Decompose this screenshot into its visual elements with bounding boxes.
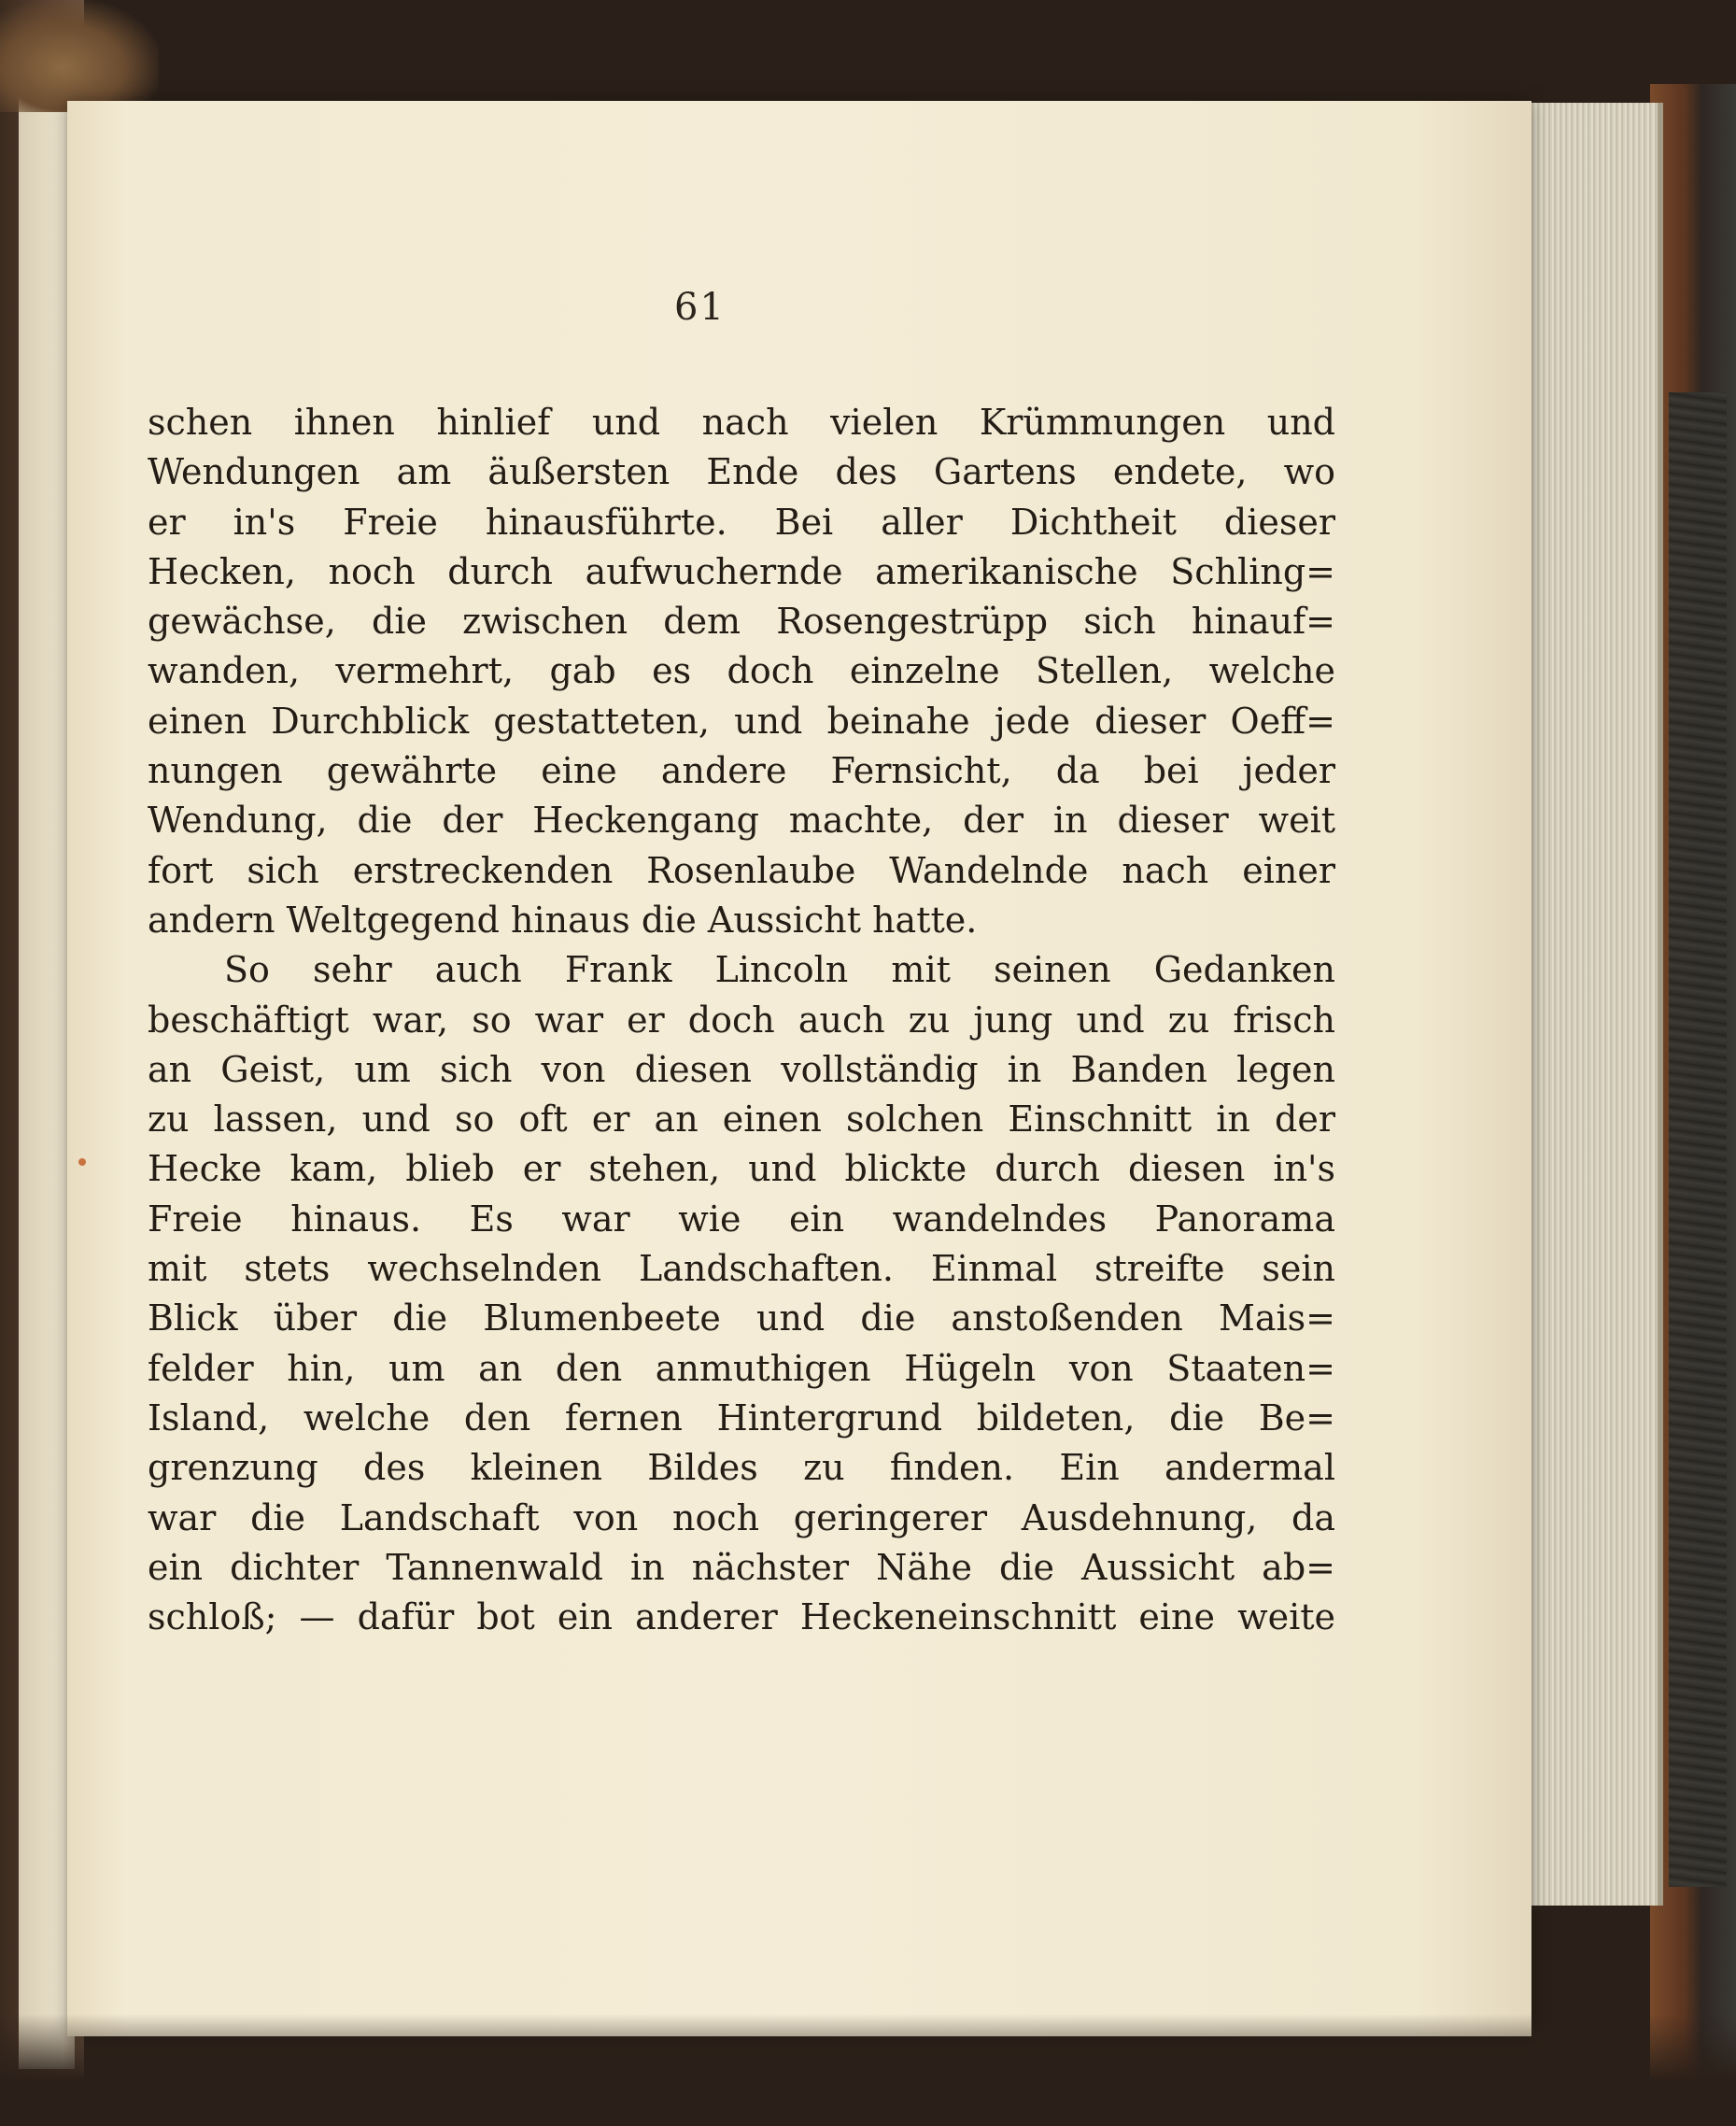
text-line: fort sich erstreckenden Rosenlaube Wandelnde nach einer	[148, 849, 1335, 891]
text-line: grenzung des kleinen Bildes zu finden. Ein andermal	[148, 1447, 1335, 1489]
paper-speck	[78, 1158, 86, 1166]
page-edges-stack	[1517, 103, 1663, 1906]
text-line: wanden, vermehrt, gab es doch einzelne Stellen, welche	[148, 650, 1335, 692]
text-line: Freie hinaus. Es war wie ein wandelndes Panorama	[148, 1198, 1335, 1240]
text-line: Wendung, die der Heckengang machte, der in dieser weit	[148, 800, 1335, 842]
text-line: beschäftigt war, so war er doch auch zu jung und zu frisch	[148, 999, 1335, 1041]
book-page	[67, 101, 1531, 2036]
text-line: felder hin, um an den anmuthigen Hügeln von Staaten=	[148, 1347, 1335, 1389]
text-line: er in's Freie hinausführte. Bei aller Dichtheit dieser	[148, 501, 1335, 543]
text-line: schloß; — dafür bot ein anderer Heckeneinschnitt eine weite	[148, 1596, 1335, 1638]
text-line: mit stets wechselnden Landschaften. Einmal streifte sein	[148, 1248, 1335, 1290]
text-line: ein dichter Tannenwald in nächster Nähe die Aussicht ab=	[148, 1546, 1335, 1588]
text-line: Blick über die Blumenbeete und die anstoßenden Mais=	[148, 1297, 1335, 1339]
text-line: Wendungen am äußersten Ende des Gartens endete, wo	[148, 451, 1335, 493]
text-line: an Geist, um sich von diesen vollständig in Banden legen	[148, 1048, 1335, 1090]
text-line: Hecken, noch durch aufwuchernde amerikanische Schling=	[148, 550, 1335, 592]
paragraph-end-line: andern Weltgegend hinaus die Aussicht hatte.	[148, 899, 978, 941]
facing-page-sliver	[19, 89, 75, 2069]
text-line: war die Landschaft von noch geringerer Ausdehnung, da	[148, 1496, 1335, 1538]
text-line: Island, welche den fernen Hintergrund bildeten, die Be=	[148, 1396, 1335, 1439]
text-line: nungen gewährte eine andere Fernsicht, da bei jeder	[148, 750, 1335, 792]
text-line: schen ihnen hinlief und nach vielen Krümmungen und	[148, 402, 1335, 443]
text-line: zu lassen, und so oft er an einen solchen Einschnitt in der	[148, 1098, 1335, 1141]
book-bottom-shadow	[0, 2014, 1736, 2126]
text-line: gewächse, die zwischen dem Rosengestrüpp sich hinauf=	[148, 601, 1335, 643]
book-spine-cloth	[1669, 392, 1727, 1887]
paragraph-start-line: So sehr auch Frank Lincoln mit seinen Gedanken	[224, 949, 1335, 991]
text-line: Hecke kam, blieb er stehen, und blickte durch diesen in's	[148, 1148, 1335, 1190]
page-text	[148, 398, 1335, 1642]
page-number: 61	[674, 286, 726, 329]
text-line: einen Durchblick gestatteten, und beinahe jede dieser Oeff=	[148, 700, 1335, 742]
worn-cover-corner	[0, 0, 159, 112]
